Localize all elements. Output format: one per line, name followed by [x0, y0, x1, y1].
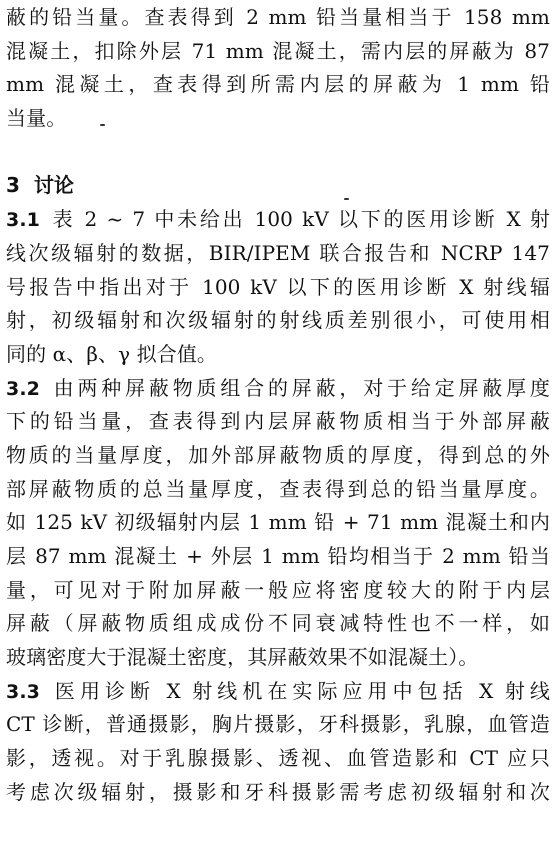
text-line: 同的 α、β、γ 拟合值。 — [6, 341, 218, 366]
text-line: 考虑次级辐射，摄影和牙科摄影需考虑初级辐射和次 — [6, 779, 550, 804]
intro-paragraph — [6, 1, 550, 136]
text-line — [6, 203, 550, 237]
text-line: mm 混凝土，查表得到所需内层的屏蔽为 1 mm 铅 — [6, 72, 550, 97]
section-number: 3 — [6, 173, 20, 198]
text-line: 如 125 kV 初级辐射内层 1 mm 铅 + 71 mm 混凝土和内 — [6, 510, 550, 535]
text-line-content: 医用诊断 X 射线机在实际应用中包括 X 射线 — [49, 678, 550, 703]
paper-page — [6, 0, 550, 810]
text-line: 射，初级辐射和次级辐射的射线质差别很小，可使用相 — [6, 308, 550, 333]
text-line-content: 由两种屏蔽物质组合的屏蔽，对于给定屏蔽厚度 — [49, 375, 550, 400]
text-line: 玻璃密度大于混凝土密度，其屏蔽效果不如混凝土）。 — [6, 645, 479, 670]
subsection-3-2 — [6, 372, 550, 675]
section-title: 讨论 — [33, 173, 74, 198]
text-line: CT 诊断，普通摄影，胸片摄影，牙科摄影，乳腺，血管造 — [6, 712, 550, 737]
subsection-number: 3.2 — [6, 377, 40, 400]
text-line: 混凝土，扣除外层 71 mm 混凝土，需内层的屏蔽为 87 — [6, 38, 550, 63]
text-line: 物质的当量厚度，加外部屏蔽物质的厚度，得到总的外 — [6, 442, 550, 467]
subsection-3-3 — [6, 675, 550, 810]
text-line-content: 表 2 ~ 7 中未给出 100 kV 以下的医用诊断 X 射 — [49, 207, 550, 232]
text-line — [6, 372, 550, 406]
text-line — [6, 675, 550, 709]
text-line: 屏蔽（屏蔽物质组成成份不同衰减特性也不一样，如 — [6, 611, 550, 636]
text-line: 下的铅当量，查表得到内层屏蔽物质相当于外部屏蔽 — [6, 409, 550, 434]
scan-speck — [100, 124, 105, 126]
text-line: 部屏蔽物质的总当量厚度，查表得到总的铅当量厚度。 — [6, 476, 550, 501]
text-line: 层 87 mm 混凝土 + 外层 1 mm 铅均相当于 2 mm 铅当 — [6, 544, 550, 568]
text-line: 量，可见对于附加屏蔽一般应将密度较大的附于内层 — [6, 577, 550, 602]
subsection-3-1 — [6, 203, 550, 371]
text-line: 号报告中指出对于 100 kV 以下的医用诊断 X 射线辐 — [6, 274, 550, 299]
section-heading — [6, 169, 550, 203]
paragraph-gap — [6, 136, 550, 170]
text-line: 蔽的铅当量。查表得到 2 mm 铅当量相当于 158 mm — [6, 5, 550, 29]
scan-speck — [344, 198, 349, 200]
subsection-number: 3.3 — [6, 680, 40, 703]
text-line: 当量。 — [6, 106, 67, 131]
text-line: 影，透视。对于乳腺摄影、透视、血管造影和 CT 应只 — [6, 746, 550, 771]
subsection-number: 3.1 — [6, 209, 40, 232]
text-line: 线次级辐射的数据，BIR/IPEM 联合报告和 NCRP 147 — [6, 240, 550, 265]
